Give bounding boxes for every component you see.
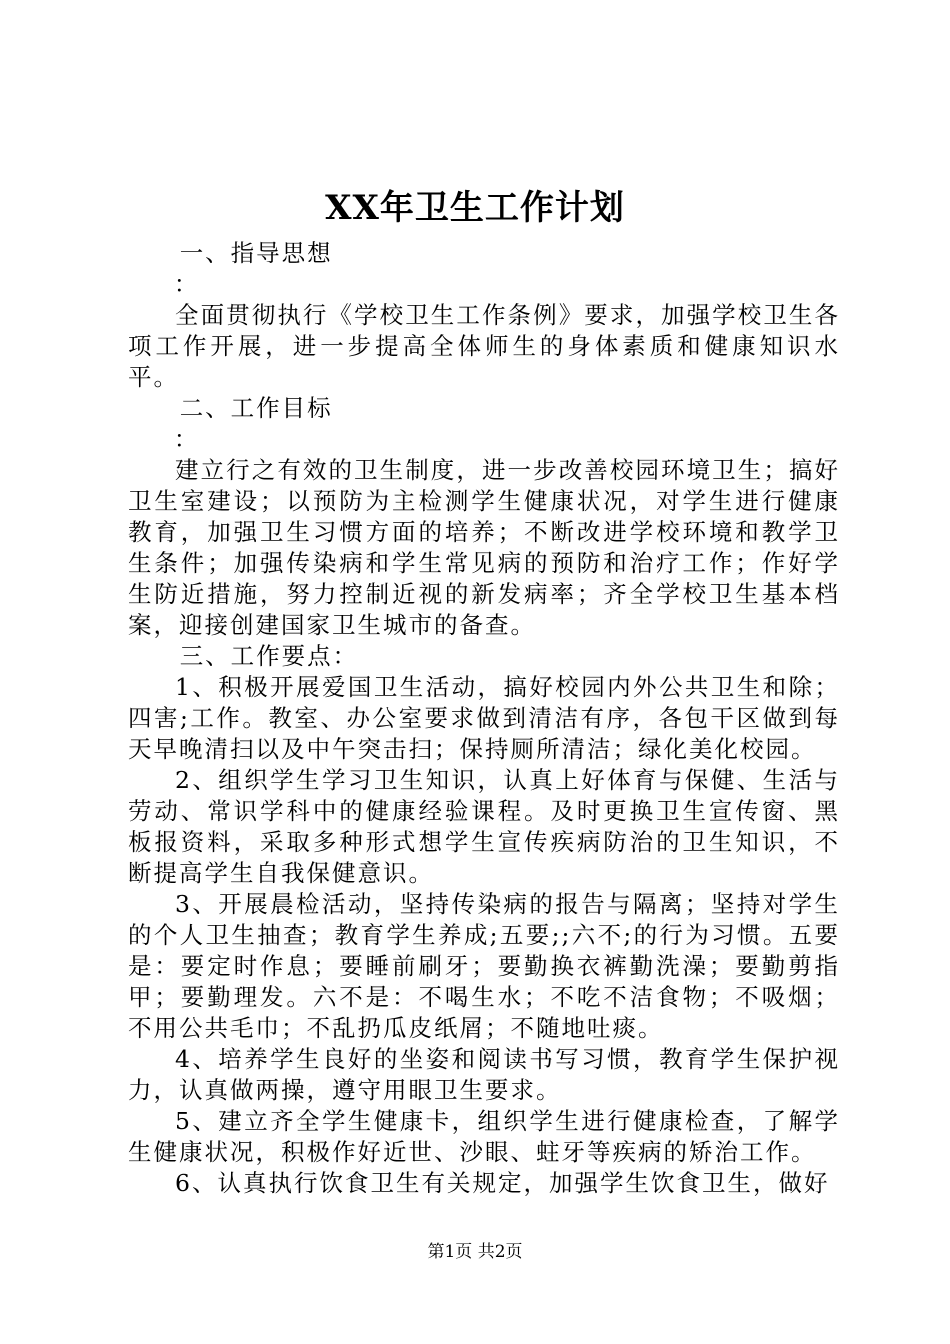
paragraph-point-1: 1、积极开展爱国卫生活动，搞好校园内外公共卫生和除；四害;工作。教室、办公室要求做到清洁有序，各包干区做到每天早晚清扫以及中午突击扫；保持厕所清洁；绿化美化校园。 — [128, 673, 840, 763]
section-colon: ： — [173, 425, 200, 453]
section-heading-work-goals: 二、工作目标 — [179, 394, 333, 422]
paragraph-point-6: 6、认真执行饮食卫生有关规定，加强学生饮食卫生，做好 — [175, 1169, 830, 1197]
paragraph-work-goals: 建立行之有效的卫生制度，进一步改善校园环境卫生；搞好卫生室建设；以预防为主检测学生健康状况，对学生进行健康教育，加强卫生习惯方面的培养；不断改进学校环境和教学卫生条件；加强传染病和学生常见病的预防和治疗工作；作好学生防近措施，努力控制近视的新发病率；齐全学校卫生基本档案，迎接创建国家卫生城市的备查。 — [128, 456, 840, 639]
section-colon: ： — [173, 270, 200, 298]
paragraph-guiding-ideology: 全面贯彻执行《学校卫生工作条例》要求，加强学校卫生各项工作开展，进一步提高全体师生的身体素质和健康知识水平。 — [128, 301, 840, 391]
section-heading-work-points: 三、工作要点： — [179, 642, 359, 670]
page-number-footer: 第1页 共2页 — [427, 1242, 523, 1262]
paragraph-point-3: 3、开展晨检活动，坚持传染病的报告与隔离；坚持对学生的个人卫生抽查；教育学生养成;五要;;六不;的行为习惯。五要是：要定时作息；要睡前刷牙；要勤换衣裤勤洗澡；要勤剪指甲；要勤理发。六不是：不喝生水；不吃不洁食物；不吸烟；不用公共毛巾；不乱扔瓜皮纸屑；不随地吐痰。 — [128, 890, 840, 1042]
document-title: XX年卫生工作计划 — [325, 188, 625, 228]
document-body — [128, 238, 840, 1199]
paragraph-point-4: 4、培养学生良好的坐姿和阅读书写习惯，教育学生保护视力，认真做两操，遵守用眼卫生要求。 — [128, 1045, 840, 1104]
paragraph-point-2: 2、组织学生学习卫生知识，认真上好体育与保健、生活与劳动、常识学科中的健康经验课程。及时更换卫生宣传窗、黑板报资料，采取多种形式想学生宣传疾病防治的卫生知识，不断提高学生自我保健意识。 — [128, 766, 840, 887]
paragraph-point-5: 5、建立齐全学生健康卡，组织学生进行健康检查，了解学生健康状况，积极作好近世、沙眼、蛀牙等疾病的矫治工作。 — [128, 1107, 840, 1166]
section-heading-guiding-ideology: 一、指导思想 — [179, 239, 333, 267]
